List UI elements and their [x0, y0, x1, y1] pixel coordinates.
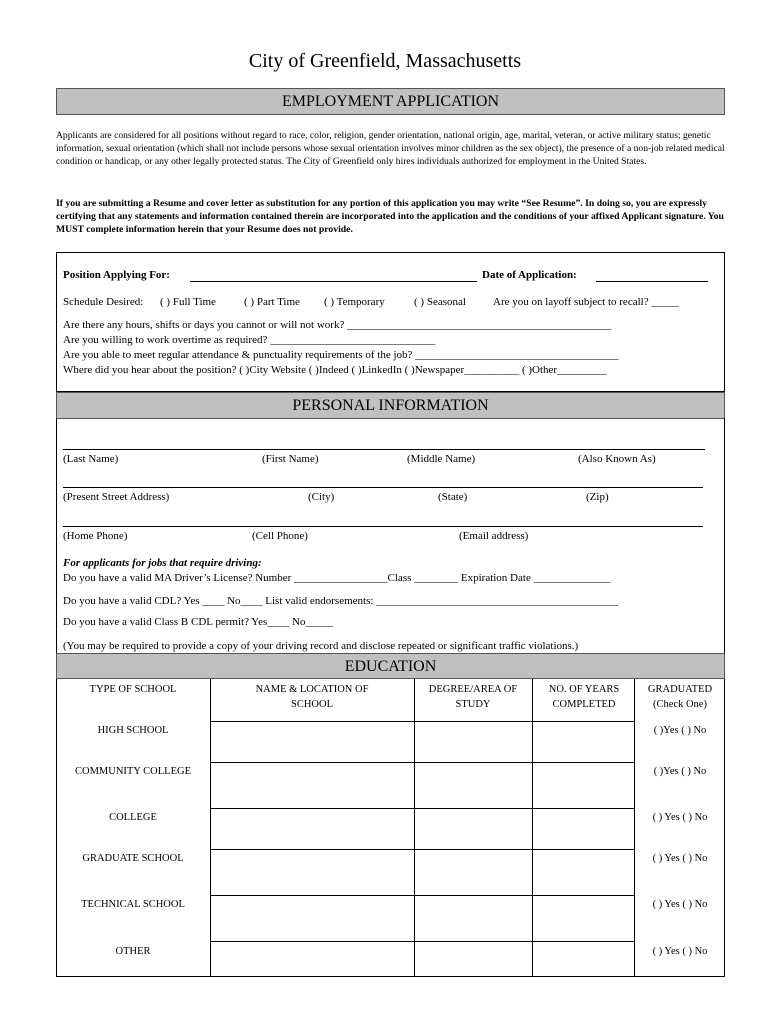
schedule-temporary[interactable]: ( ) Temporary [324, 296, 385, 308]
address-input-line[interactable] [63, 487, 703, 488]
driving-record-note: (You may be required to provide a copy of your driving record and disclose repeated or significant traffic violations.) [63, 640, 579, 652]
driving-heading: For applicants for jobs that require driving: [63, 557, 262, 569]
header-type-of-school: TYPE OF SCHOOL [89, 684, 177, 695]
date-of-application-label: Date of Application: [482, 269, 577, 281]
header-graduated: GRADUATED (Check One) [647, 684, 713, 710]
schedule-part-time[interactable]: ( ) Part Time [244, 296, 300, 308]
row-divider [210, 721, 634, 722]
aka-label: (Also Known As) [578, 453, 656, 465]
row-divider [210, 895, 634, 896]
header-years-completed: NO. OF YEARS COMPLETED [548, 684, 620, 710]
schedule-label: Schedule Desired: [63, 296, 144, 308]
hours-question[interactable]: Are there any hours, shifts or days you cannot or will not work? ________________________________________________ [63, 319, 612, 331]
first-name-label: (First Name) [262, 453, 319, 465]
contact-input-line[interactable] [63, 526, 703, 527]
school-type-other: OTHER [115, 946, 151, 957]
last-name-label: (Last Name) [63, 453, 119, 465]
eeo-notice: Applicants are considered for all positions without regard to race, color, religion, gender orientation, national origin, age, marital, veteran, or active military status; genetic information, sexual orientation (which shall not include persons whose sexual orientation involves minor children as the sex object), the presence of a non-job related medical condition or handicap, or any other legally protected status. The City of Greenfield only hires individuals authorized for employment in the United States. [56, 130, 725, 167]
page-title: City of Greenfield, Massachusetts [248, 50, 522, 72]
resume-note: If you are submitting a Resume and cover letter as substitution for any portion of this application you may write “See Resume”. In doing so, you are expressly certifying that any statements and information contained therein are incorporated into the application and the conditions of your affixed Applicant signature. You MUST complete information herein that your Resume does not provide. [56, 198, 724, 236]
class-b-question[interactable]: Do you have a valid Class B CDL permit? Yes____ No_____ [63, 616, 333, 628]
overtime-question[interactable]: Are you willing to work overtime as required? ______________________________ [63, 334, 436, 346]
school-type-high-school: HIGH SCHOOL [97, 725, 169, 736]
school-type-graduate-school: GRADUATE SCHOOL [82, 853, 184, 864]
schedule-seasonal[interactable]: ( ) Seasonal [414, 296, 466, 308]
row-divider [210, 849, 634, 850]
col-divider [414, 679, 415, 977]
name-input-line[interactable] [63, 449, 705, 450]
middle-name-label: (Middle Name) [407, 453, 476, 465]
graduated-high-school[interactable]: ( )Yes ( ) No [653, 725, 707, 736]
graduated-college[interactable]: ( ) Yes ( ) No [652, 812, 708, 823]
home-phone-label: (Home Phone) [63, 530, 128, 542]
col-divider [532, 679, 533, 977]
cdl-question[interactable]: Do you have a valid CDL? Yes ____ No____ List valid endorsements: ____________________________________________ [63, 595, 619, 607]
school-type-community-college: COMMUNITY COLLEGE [75, 766, 191, 777]
referral-source-question[interactable]: Where did you hear about the position? ( )City Website ( )Indeed ( )LinkedIn ( )Newspaper__________ ( )Other_________ [63, 364, 607, 376]
state-label: (State) [438, 491, 468, 503]
school-type-college: COLLEGE [109, 812, 157, 823]
graduated-community-college[interactable]: ( )Yes ( ) No [653, 766, 707, 777]
city-label: (City) [308, 491, 335, 503]
email-label: (Email address) [459, 530, 529, 542]
employment-application-banner: EMPLOYMENT APPLICATION [56, 88, 725, 115]
row-divider [210, 941, 634, 942]
graduated-graduate-school[interactable]: ( ) Yes ( ) No [652, 853, 708, 864]
school-type-technical-school: TECHNICAL SCHOOL [81, 899, 185, 910]
row-divider [210, 808, 634, 809]
row-divider [210, 762, 634, 763]
layoff-question[interactable]: Are you on layoff subject to recall? _____ [493, 296, 679, 308]
date-of-application-input[interactable] [596, 281, 708, 282]
drivers-license-question[interactable]: Do you have a valid MA Driver’s License? Number _________________Class ________ Expiration Date ______________ [63, 572, 611, 584]
col-divider [634, 679, 635, 977]
header-name-location: NAME & LOCATION OF SCHOOL [255, 684, 369, 710]
personal-information-banner: PERSONAL INFORMATION [56, 392, 725, 419]
header-degree: DEGREE/AREA OF STUDY [428, 684, 518, 710]
attendance-question[interactable]: Are you able to meet regular attendance & punctuality requirements of the job? _____________________________________ [63, 349, 619, 361]
street-label: (Present Street Address) [63, 491, 170, 503]
cell-phone-label: (Cell Phone) [252, 530, 308, 542]
graduated-technical-school[interactable]: ( ) Yes ( ) No [652, 899, 708, 910]
zip-label: (Zip) [586, 491, 609, 503]
position-input[interactable] [190, 281, 477, 282]
education-banner: EDUCATION [56, 653, 725, 679]
position-label: Position Applying For: [63, 269, 170, 281]
schedule-full-time[interactable]: ( ) Full Time [160, 296, 216, 308]
graduated-other[interactable]: ( ) Yes ( ) No [652, 946, 708, 957]
col-divider [210, 679, 211, 977]
